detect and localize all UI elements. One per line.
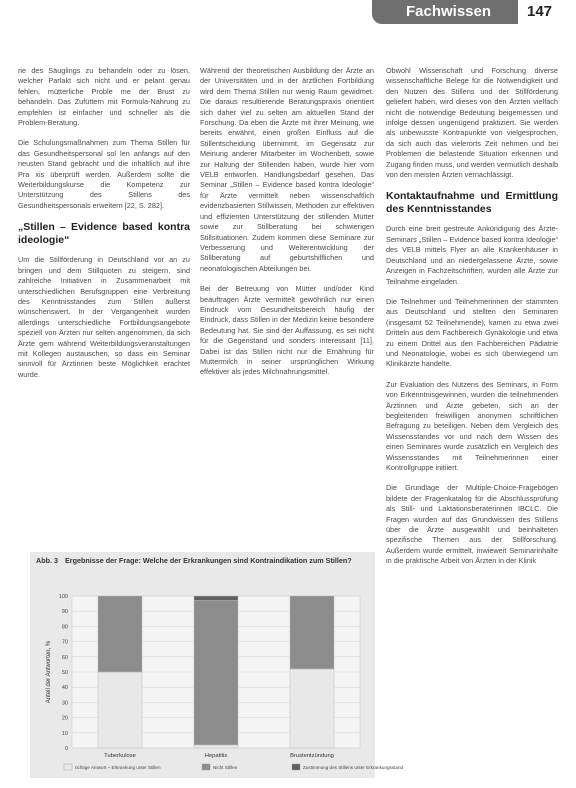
bar-segment <box>194 745 238 748</box>
section-heading: Kontaktaufnahme und Ermittlung des Kenntnisstandes <box>386 190 558 216</box>
figure-label: Abb. 3 <box>36 556 58 565</box>
x-tick-label: Tuberkulose <box>104 753 136 759</box>
y-axis-label: Anteil der Antworten, % <box>46 640 52 704</box>
figure-title: Ergebnisse der Frage: Welche der Erkrankungen sind Kontraindikation zum Stillen? <box>65 556 352 565</box>
figure-box <box>30 552 404 778</box>
bar-segment <box>194 596 238 601</box>
y-tick-label: 70 <box>61 639 68 646</box>
text-column-2 <box>200 66 374 388</box>
legend-swatch <box>292 764 300 770</box>
y-tick-label: 90 <box>61 609 68 616</box>
y-tick-label: 80 <box>61 624 68 631</box>
bar-segment <box>290 596 334 669</box>
paragraph: Bei der Betreuung von Mütter und/oder Kind beauftragen Ärzte vermittelt gewöhnlich nur einen Eindruck vom Gesundheitsbereich häufig der Eindruck, dass Stillen in der Medizin keine besondere Bedeutung hat. Sie sind der Auffassung, es sei nicht für die Gegenstand und sonders interessant [11]. Dabei ist das Stillen nicht nur die Ernährung für Muttermilch in seiner ursprünglichen Wirkung effektiver als jedes Milchnahrungsmittel. <box>200 284 374 377</box>
y-tick-label: 10 <box>61 730 68 737</box>
paragraph: Die Teilnehmer und Teilnehmerinnen der stammten aus Deutschland und stellten den Seminaren (insgesamt 52 Teilnehmende), kamen zu etwa zwei Dritteln aus dem Fachbereich Gynäkologie und etwa zu einem Drittel aus den Fachbereichen Pädiatrie und Neonatologie, wobei es sich überwiegend um Klinikärzte handelte. <box>386 296 558 369</box>
paragraph: Die Schulungsmaßnahmen zum Thema Stillen für das Gesundheitspersonal sol len anfangs auf den neusten Stand gebracht und die inhaltlich auf ihre Pra xis überprüft werden. Außerdem sollte die Weiterbildungskurse die Kompetenz zur Unterstützung des Stillens des Gesundheitspersonals erweitern [22, S. 282]. <box>18 138 190 210</box>
page-number: 147 <box>527 3 553 20</box>
legend-swatch <box>202 764 210 770</box>
section-tab <box>372 0 518 24</box>
bar-segment <box>290 669 334 748</box>
bar-segment <box>98 672 142 748</box>
section-title: Fachwissen <box>406 3 492 20</box>
legend-swatch <box>64 764 72 770</box>
paragraph: rie des Säuglings zu behandeln oder zu lösen, welcher Parlakt sich nicht und er pelant genau fehlen, mütterliche Proble me der Brust zu behandeln. Das Zufüttern mit Formula-Nahrung zu empfehlen ist einfacher und schneller als die Problem-Beratung. <box>18 66 190 128</box>
text-column-3 <box>386 66 558 577</box>
paragraph: Die Grundlage der Multiple-Choice-Fragebögen bildete der Fragenkatalog für die Abschlussprüfung als Still- und Laktationsberaterinnen IBCLC. Die Fragen wurden auf das Grundwissen des Stillens über die Ärzte ausgewählt und beinhalteten spezifische Themen aus der Stillforschung. Außerdem wurde ermittelt, inwieweit Seminarinhalte in die praktische Arbeit von Ärzten in der Klinik <box>386 483 558 566</box>
y-tick-label: 30 <box>61 700 68 707</box>
x-tick-label: Brustentzündung <box>290 753 334 759</box>
legend-label: Zustimmung des Stillens unter Erkrankungsstand <box>303 765 404 770</box>
paragraph: Zur Evaluation des Nutzens des Seminars, in Form von Erkenntnisgewinnen, wurden die teilnehmenden Ärztinnen und Ärzte gebeten, sich an der begleitenden freiwilligen anonymen schriftlichen Befragung zu beteiligen. Neben dem Vergleich des Wissensstandes vor und nach dem Wissen des einen Seminares wurde zusätzlich ein Vergleich des Wissensstandes mit Teilnehmerinnen einer Kontrollgruppe initiiert. <box>386 379 558 472</box>
y-tick-label: 20 <box>61 715 68 722</box>
paragraph: Durch eine breit gestreute Ankündigung des Ärzte-Seminars „Stillen – Evidence based kontra Ideologie“ des VELB mittels Flyer an alle Krankenhäuser in Deutschland und an niedergelassene Ärzte, sowie Anzeigen in Fachzeitschriften, wurden alle Ärzte zur Teilnahme eingeladen. <box>386 224 558 286</box>
y-tick-label: 50 <box>61 670 68 676</box>
legend-label: richtige Antwort – Erkrankung unter Stillen <box>75 765 161 770</box>
paragraph: Obwohl Wissenschaft und Forschung diverse wissenschaftliche Belege für die Notwendigkeit und den Nutzen des Stillens und der Stillförderung geliefert haben, wird dieses von den Ärzten vielfach nicht die notwendige Bedeutung beigemessen und infolge dessen ungenügend praktiziert. Sie werden als unbewusste Kontrapunkte von vielgesprochen, da sich auch das vielerorts Zeit nehmen und bei Problemen die belastende Situation erkennen und Zugang finden muss, und werden vermutlich deshalb von den meisten Ärzten vernachlässigt. <box>386 66 558 180</box>
section-heading: „Stillen – Evidence based kontra ideologie“ <box>18 221 190 247</box>
legend-label: Nicht Stillen <box>213 765 238 770</box>
y-tick-label: 0 <box>64 746 68 752</box>
stacked-bar-chart <box>30 552 404 778</box>
bar-segment <box>194 601 238 745</box>
text-column-1 <box>18 66 190 390</box>
paragraph: Während der theoretischen Ausbildung der Ärzte an der Universitäten und in der ärztlichen Fortbildung wird dem Thema Stillen nur wenig Raum gewidmet. Die daraus resultierende Beratungspraxis orientiert sich daher viel zu selten am aktuellen Stand der Forschung. Da eben die Ärzte mit ihrer Meinung, wie bereits erwähnt, einen großen Einfluss auf die Stillentscheidung übernimmt, im Gegensatz zur Meinung anderer Mitarbeiter im Wochenbett, sowie zur Haltung der Stillenden haben, wurde hier vom VELB entworfen. Handlungsbedarf gesehen. Das Seminar „Stillen – Evidence based kontra Ideologie“ für Ärzte vermittelt neben wissenschaftlich evidenzbasierten Stillwissen, Methoden zur effektiven und effizienten Unterstützung der stillenden Mutter sowie zur Stillberatung bei schwierigen Stillsituationen. Zudem kommen diese Seminare zur Verbesserung und Weiterentwicklung der Stillberatung auf geburtshilflichen und neonatologischen Abteilungen bei. <box>200 66 374 273</box>
y-tick-label: 100 <box>58 594 68 600</box>
y-tick-label: 40 <box>61 685 68 692</box>
paragraph: Um die Stillförderung in Deutschland vor an zu bringen und dem Stillquoten zu steigern, sind zahlreiche Initiativen in Zusammenarbeit mit unterschiedlichen Berufsgruppen eine Verbreitung des Kenntnisstandes zum Stillen äußerst wünschenswert. In der Vergangenheit wurden allerdings unterschiedliche Fortbildungsangebote speziell von Ärzten nur selten angenommen, da sich Ärzte gern während Weiterbildungsveranstaltungen mit Kollegen austauschen, so dass ein Seminar sinnvoll für Ärztinnen beste Möglichkeit erachtet wurde. <box>18 255 190 379</box>
y-tick-label: 60 <box>61 654 68 661</box>
x-tick-label: Hepatitis <box>204 753 228 759</box>
bar-segment <box>98 596 142 672</box>
